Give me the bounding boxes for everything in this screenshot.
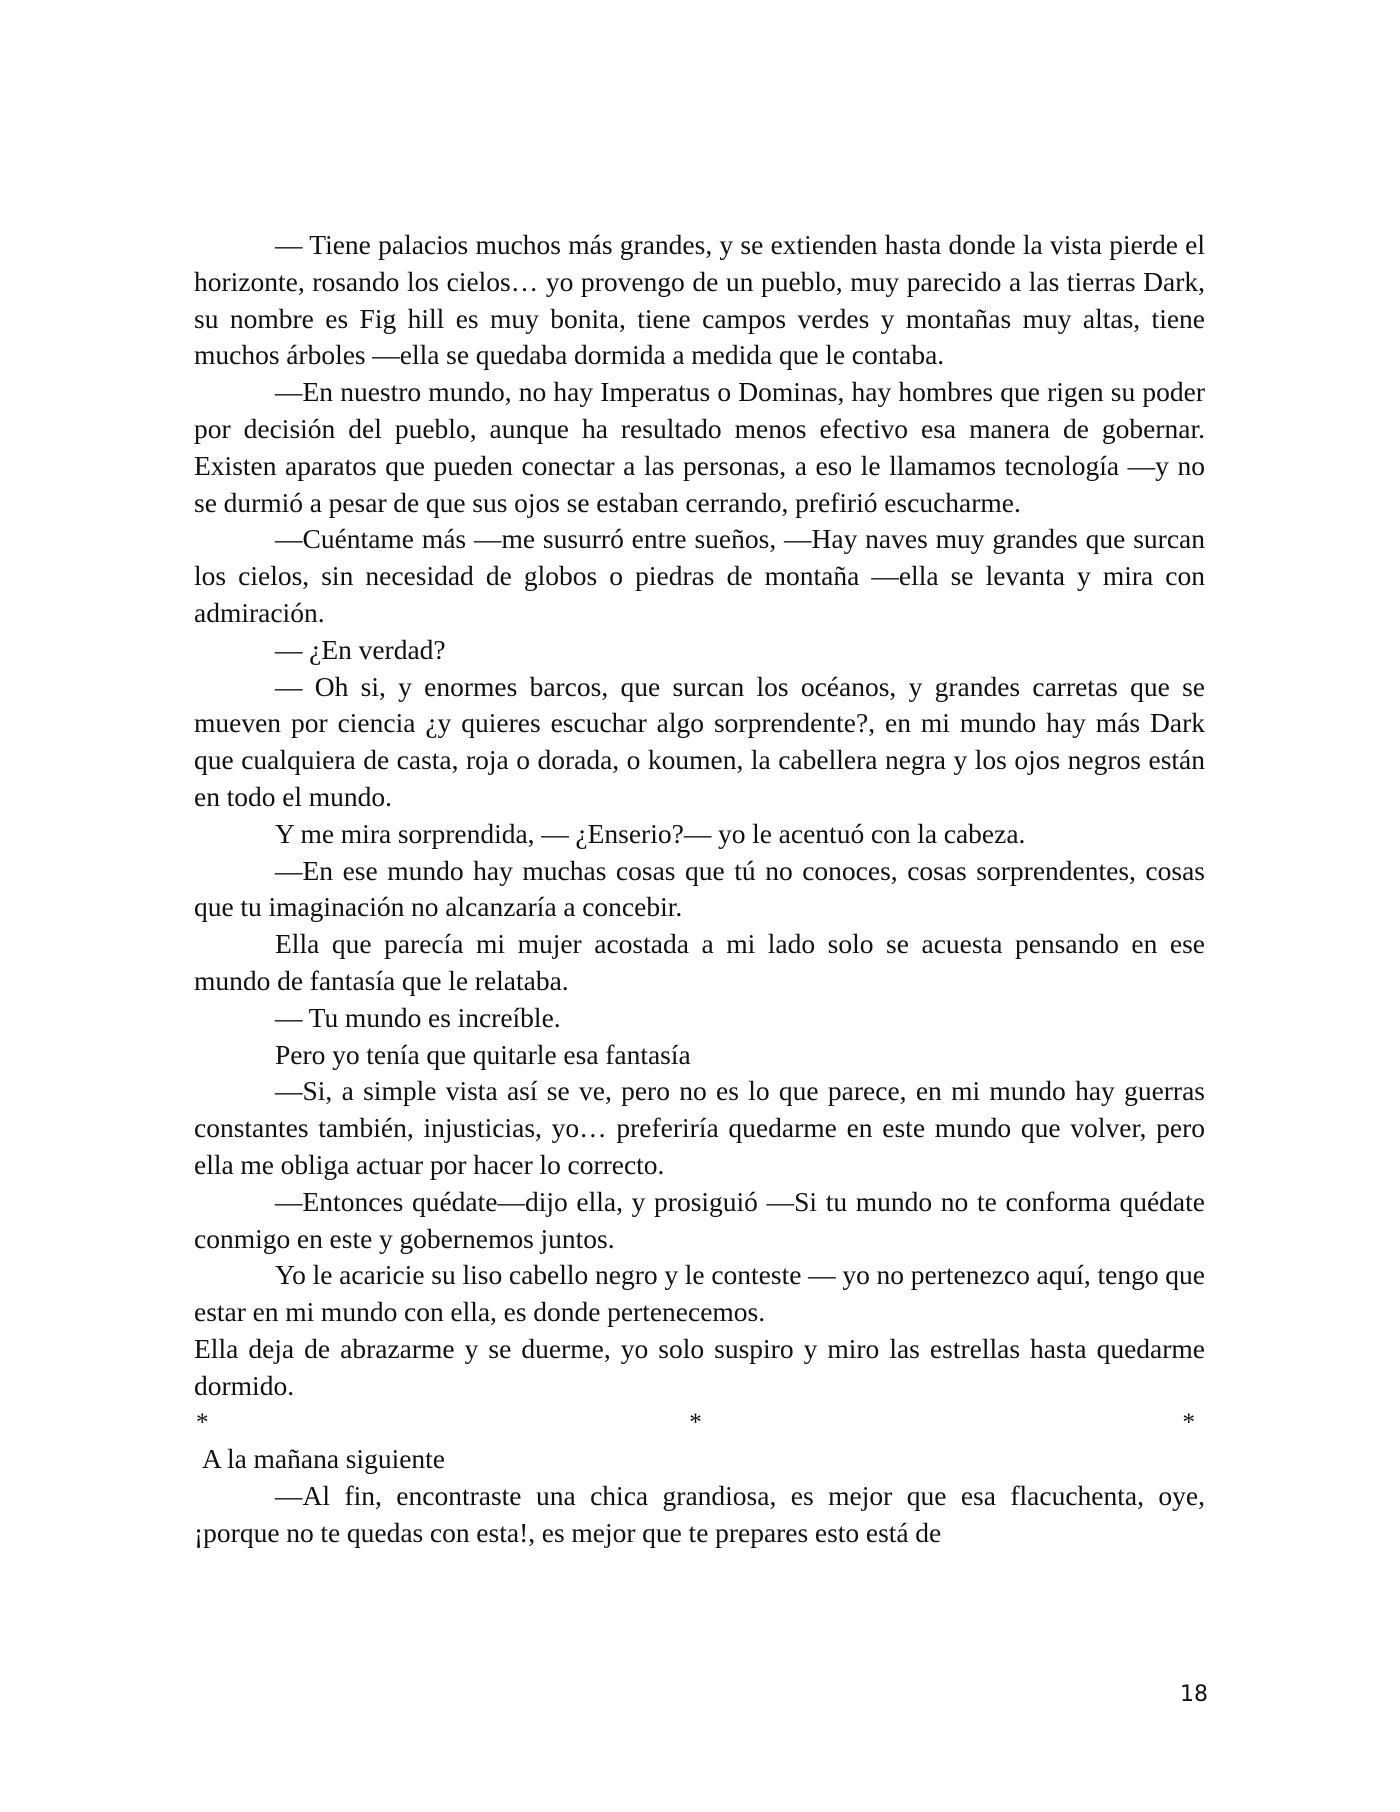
paragraph: Yo le acaricie su liso cabello negro y le conteste — yo no pertenezco aquí, tengo que estar en mi mundo con ella, es donde pertenecemos. <box>194 1259 1205 1328</box>
separator-asterisk: * <box>196 1408 209 1436</box>
paragraph: —En ese mundo hay muchas cosas que tú no conoces, cosas sorprendentes, cosas que tu imaginación no alcanzaría a concebir. <box>194 854 1205 923</box>
body-text <box>194 227 1205 1552</box>
paragraph: —En nuestro mundo, no hay Imperatus o Dominas, hay hombres que rigen su poder por decisión del pueblo, aunque ha resultado menos efectivo esa manera de gobernar. Existen aparatos que pueden conectar a las personas, a eso le llamamos tecnología —y no se durmió a pesar de que sus ojos se estaban cerrando, prefirió escucharme. <box>194 376 1205 518</box>
separator-asterisk: * <box>689 1408 702 1436</box>
paragraph: —Entonces quédate—dijo ella, y prosiguió —Si tu mundo no te conforma quédate conmigo en este y gobernemos juntos. <box>194 1185 1205 1254</box>
paragraph: Y me mira sorprendida, — ¿Enserio?— yo le acentuó con la cabeza. <box>275 817 1026 849</box>
paragraph: —Si, a simple vista así se ve, pero no es lo que parece, en mi mundo hay guerras constantes también, injusticias, yo… preferiría quedarme en este mundo que volver, pero ella me obliga actuar por hacer lo correcto. <box>194 1075 1205 1180</box>
paragraph: — Tu mundo es increíble. <box>275 1001 561 1033</box>
paragraph: — Oh si, y enormes barcos, que surcan los océanos, y grandes carretas que se mueven por ciencia ¿y quieres escuchar algo sorprendente?, en mi mundo hay más Dark que cualquiera de casta, roja o dorada, o koumen, la cabellera negra y los ojos negros están en todo el mundo. <box>194 670 1205 812</box>
separator-asterisk: * <box>1182 1408 1195 1436</box>
paragraph: — Tiene palacios muchos más grandes, y se extienden hasta donde la vista pierde el horizonte, rosando los cielos… yo provengo de un pueblo, muy parecido a las tierras Dark, su nombre es Fig hill es muy bonita, tiene campos verdes y montañas muy altas, tiene muchos árboles —ella se quedaba dormida a medida que le contaba. <box>194 229 1205 371</box>
paragraph: Pero yo tenía que quitarle esa fantasía <box>275 1038 691 1070</box>
paragraph: Ella deja de abrazarme y se duerme, yo solo suspiro y miro las estrellas hasta quedarme dormido. <box>194 1332 1205 1401</box>
paragraph: Ella que parecía mi mujer acostada a mi lado solo se acuesta pensando en ese mundo de fantasía que le relataba. <box>194 928 1205 996</box>
paragraph: —Al fin, encontraste una chica grandiosa, es mejor que esa flacuchenta, oye, ¡porque no te quedas con esta!, es mejor que te prepares esto está de <box>194 1480 1205 1548</box>
section-opening-line: A la mañana siguiente <box>202 1443 446 1475</box>
paragraph: —Cuéntame más —me susurró entre sueños, —Hay naves muy grandes que surcan los cielos, sin necesidad de globos o piedras de montaña —ella se levanta y mira con admiración. <box>194 523 1205 628</box>
scene-break-separator <box>194 1405 1205 1442</box>
page-number: 18 <box>1180 1682 1208 1707</box>
paragraph: — ¿En verdad? <box>275 633 446 665</box>
